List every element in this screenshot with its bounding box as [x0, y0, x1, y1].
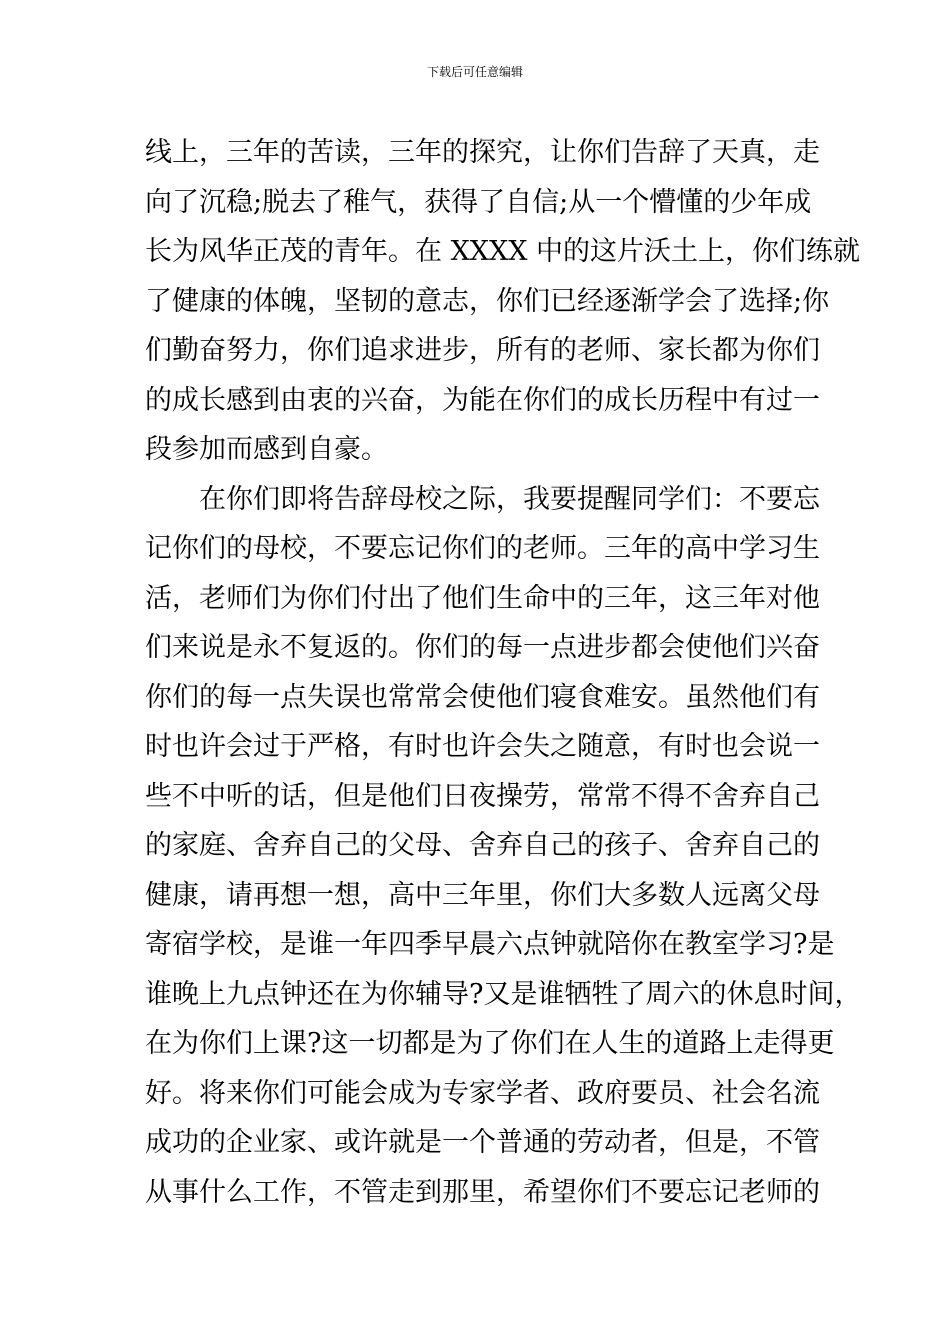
paragraph-2 — [145, 475, 862, 1267]
text-line: 长为风华正茂的青年。在 XXXX 中的这片沃土上，你们练就 — [145, 236, 861, 267]
text-line — [145, 1217, 825, 1267]
text-line: 在你们即将告辞母校之际，我要提醒同学们：不要忘 — [199, 483, 820, 515]
text-line: 了健康的体魄，坚韧的意志，你们已经逐渐学会了选择;你 — [145, 285, 830, 317]
text-line: 寄宿学校，是谁一年四季早晨六点钟就陪你在教室学习?是 — [145, 929, 835, 960]
text-line: 的家庭、舍弃自己的父母、舍弃自己的孩子、舍弃自己的 — [145, 830, 820, 861]
text-line: 线上，三年的苦读，三年的探究，让你们告辞了天真，走 — [145, 137, 820, 168]
text-line: 你们的每一点失误也常常会使他们寝食难安。虽然他们有 — [145, 681, 820, 713]
text-line: 成功的企业家、或许就是一个普通的劳动者，但是，不管 — [145, 1127, 820, 1158]
text-line: 谁晚上九点钟还在为你辅导?又是谁牺牲了周六的休息时间， — [145, 978, 862, 1010]
text-line: 们来说是永不复返的。你们的每一点进步都会使他们兴奋 — [145, 632, 820, 663]
text-line: 们勤奋努力，你们追求进步，所有的老师、家长都为你们 — [145, 335, 820, 366]
document-body — [145, 128, 862, 1267]
text-line: 时也许会过于严格，有时也许会失之随意，有时也会说一 — [145, 731, 820, 762]
text-line: 段参加而感到自豪。 — [145, 434, 388, 465]
text-line: 在为你们上课?这一切都是为了你们在人生的道路上走得更 — [145, 1028, 835, 1059]
text-line: 的成长感到由衷的兴奋，为能在你们的成长历程中有过一 — [145, 384, 820, 416]
paragraph-1 — [145, 128, 861, 475]
text-line: 些不中听的话，但是他们日夜操劳，常常不得不舍弃自己 — [145, 780, 820, 812]
text-line: 向了沉稳;脱去了稚气，获得了自信;从一个懵懂的少年成 — [145, 186, 812, 218]
text-line: 健康，请再想一想，高中三年里，你们大多数人远离父母 — [145, 879, 820, 911]
text-line: 好。将来你们可能会成为专家学者、政府要员、社会名流 — [145, 1077, 820, 1109]
text-line: 活，老师们为你们付出了他们生命中的三年，这三年对他 — [145, 582, 820, 614]
page-header: 下载后可任意编辑 — [426, 65, 523, 79]
text-line: 从事什么工作，不管走到那里，希望你们不要忘记老师的 — [145, 1176, 820, 1208]
text-line: 记你们的母校，不要忘记你们的老师。三年的高中学习生 — [145, 533, 820, 564]
